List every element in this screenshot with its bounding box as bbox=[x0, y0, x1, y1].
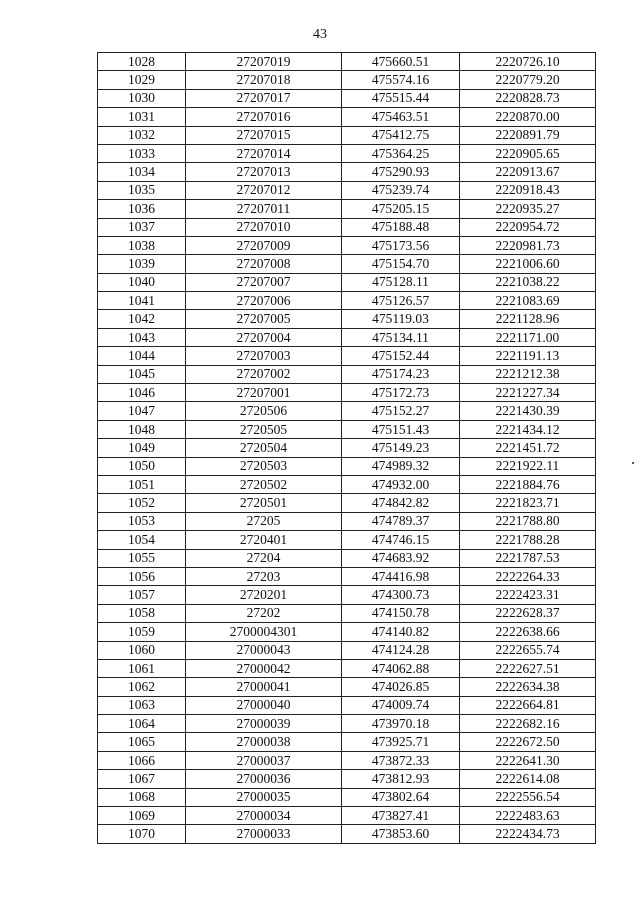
row-number-cell: 1050 bbox=[98, 457, 186, 475]
coordinates-table bbox=[97, 52, 596, 844]
row-number-cell: 1033 bbox=[98, 144, 186, 162]
point-id-cell: 27000038 bbox=[186, 733, 342, 751]
x-coordinate-cell: 475290.93 bbox=[342, 163, 460, 181]
x-coordinate-cell: 474989.32 bbox=[342, 457, 460, 475]
point-id-cell: 27207017 bbox=[186, 89, 342, 107]
x-coordinate-cell: 473812.93 bbox=[342, 770, 460, 788]
table-row bbox=[98, 733, 596, 751]
table-row bbox=[98, 420, 596, 438]
x-coordinate-cell: 475172.73 bbox=[342, 384, 460, 402]
y-coordinate-cell: 2221884.76 bbox=[460, 475, 596, 493]
point-id-cell: 27000037 bbox=[186, 751, 342, 769]
table-row bbox=[98, 200, 596, 218]
point-id-cell: 2720505 bbox=[186, 420, 342, 438]
y-coordinate-cell: 2220891.79 bbox=[460, 126, 596, 144]
table-row bbox=[98, 715, 596, 733]
row-number-cell: 1042 bbox=[98, 310, 186, 328]
x-coordinate-cell: 473872.33 bbox=[342, 751, 460, 769]
x-coordinate-cell: 475364.25 bbox=[342, 144, 460, 162]
row-number-cell: 1036 bbox=[98, 200, 186, 218]
y-coordinate-cell: 2221128.96 bbox=[460, 310, 596, 328]
row-number-cell: 1048 bbox=[98, 420, 186, 438]
point-id-cell: 27205 bbox=[186, 512, 342, 530]
point-id-cell: 27207015 bbox=[186, 126, 342, 144]
table-row bbox=[98, 678, 596, 696]
table-row bbox=[98, 71, 596, 89]
point-id-cell: 2720506 bbox=[186, 402, 342, 420]
point-id-cell: 27000033 bbox=[186, 825, 342, 843]
y-coordinate-cell: 2222634.38 bbox=[460, 678, 596, 696]
x-coordinate-cell: 473802.64 bbox=[342, 788, 460, 806]
y-coordinate-cell: 2221787.53 bbox=[460, 549, 596, 567]
point-id-cell: 27207014 bbox=[186, 144, 342, 162]
y-coordinate-cell: 2221823.71 bbox=[460, 494, 596, 512]
row-number-cell: 1063 bbox=[98, 696, 186, 714]
table-row bbox=[98, 347, 596, 365]
row-number-cell: 1043 bbox=[98, 328, 186, 346]
table-row bbox=[98, 439, 596, 457]
row-number-cell: 1035 bbox=[98, 181, 186, 199]
y-coordinate-cell: 2222638.66 bbox=[460, 623, 596, 641]
row-number-cell: 1068 bbox=[98, 788, 186, 806]
point-id-cell: 27000042 bbox=[186, 659, 342, 677]
table-row bbox=[98, 567, 596, 585]
table-row bbox=[98, 696, 596, 714]
table-row bbox=[98, 365, 596, 383]
y-coordinate-cell: 2221788.28 bbox=[460, 531, 596, 549]
table-row bbox=[98, 328, 596, 346]
point-id-cell: 27203 bbox=[186, 567, 342, 585]
row-number-cell: 1065 bbox=[98, 733, 186, 751]
point-id-cell: 27207012 bbox=[186, 181, 342, 199]
point-id-cell: 27207008 bbox=[186, 255, 342, 273]
table-row bbox=[98, 531, 596, 549]
point-id-cell: 27000040 bbox=[186, 696, 342, 714]
x-coordinate-cell: 475574.16 bbox=[342, 71, 460, 89]
y-coordinate-cell: 2220726.10 bbox=[460, 53, 596, 71]
coordinates-table-body bbox=[98, 53, 596, 844]
x-coordinate-cell: 473853.60 bbox=[342, 825, 460, 843]
table-row bbox=[98, 126, 596, 144]
x-coordinate-cell: 474416.98 bbox=[342, 567, 460, 585]
table-row bbox=[98, 788, 596, 806]
table-row bbox=[98, 218, 596, 236]
x-coordinate-cell: 475126.57 bbox=[342, 292, 460, 310]
row-number-cell: 1059 bbox=[98, 623, 186, 641]
point-id-cell: 27207001 bbox=[186, 384, 342, 402]
point-id-cell: 27207007 bbox=[186, 273, 342, 291]
row-number-cell: 1067 bbox=[98, 770, 186, 788]
y-coordinate-cell: 2222434.73 bbox=[460, 825, 596, 843]
x-coordinate-cell: 474300.73 bbox=[342, 586, 460, 604]
row-number-cell: 1062 bbox=[98, 678, 186, 696]
point-id-cell: 2720504 bbox=[186, 439, 342, 457]
row-number-cell: 1029 bbox=[98, 71, 186, 89]
y-coordinate-cell: 2221922.11 bbox=[460, 457, 596, 475]
row-number-cell: 1057 bbox=[98, 586, 186, 604]
point-id-cell: 27207010 bbox=[186, 218, 342, 236]
x-coordinate-cell: 475152.27 bbox=[342, 402, 460, 420]
table-row bbox=[98, 236, 596, 254]
table-row bbox=[98, 825, 596, 843]
y-coordinate-cell: 2220935.27 bbox=[460, 200, 596, 218]
page-number: 43 bbox=[313, 27, 327, 42]
x-coordinate-cell: 475128.11 bbox=[342, 273, 460, 291]
row-number-cell: 1034 bbox=[98, 163, 186, 181]
x-coordinate-cell: 475119.03 bbox=[342, 310, 460, 328]
y-coordinate-cell: 2220905.65 bbox=[460, 144, 596, 162]
row-number-cell: 1038 bbox=[98, 236, 186, 254]
table-row bbox=[98, 144, 596, 162]
y-coordinate-cell: 2222614.08 bbox=[460, 770, 596, 788]
table-row bbox=[98, 273, 596, 291]
x-coordinate-cell: 473925.71 bbox=[342, 733, 460, 751]
x-coordinate-cell: 475515.44 bbox=[342, 89, 460, 107]
row-number-cell: 1028 bbox=[98, 53, 186, 71]
y-coordinate-cell: 2222556.54 bbox=[460, 788, 596, 806]
x-coordinate-cell: 475151.43 bbox=[342, 420, 460, 438]
row-number-cell: 1058 bbox=[98, 604, 186, 622]
row-number-cell: 1047 bbox=[98, 402, 186, 420]
y-coordinate-cell: 2220918.43 bbox=[460, 181, 596, 199]
row-number-cell: 1049 bbox=[98, 439, 186, 457]
point-id-cell: 27000041 bbox=[186, 678, 342, 696]
table-row bbox=[98, 292, 596, 310]
point-id-cell: 27207011 bbox=[186, 200, 342, 218]
table-row bbox=[98, 89, 596, 107]
point-id-cell: 27204 bbox=[186, 549, 342, 567]
x-coordinate-cell: 474150.78 bbox=[342, 604, 460, 622]
point-id-cell: 27000043 bbox=[186, 641, 342, 659]
row-number-cell: 1044 bbox=[98, 347, 186, 365]
row-number-cell: 1066 bbox=[98, 751, 186, 769]
y-coordinate-cell: 2222264.33 bbox=[460, 567, 596, 585]
y-coordinate-cell: 2222423.31 bbox=[460, 586, 596, 604]
x-coordinate-cell: 475239.74 bbox=[342, 181, 460, 199]
row-number-cell: 1051 bbox=[98, 475, 186, 493]
y-coordinate-cell: 2220981.73 bbox=[460, 236, 596, 254]
table-row bbox=[98, 108, 596, 126]
point-id-cell: 27207009 bbox=[186, 236, 342, 254]
y-coordinate-cell: 2221171.00 bbox=[460, 328, 596, 346]
table-row bbox=[98, 512, 596, 530]
y-coordinate-cell: 2221038.22 bbox=[460, 273, 596, 291]
table-row bbox=[98, 586, 596, 604]
row-number-cell: 1055 bbox=[98, 549, 186, 567]
y-coordinate-cell: 2221434.12 bbox=[460, 420, 596, 438]
y-coordinate-cell: 2220779.20 bbox=[460, 71, 596, 89]
row-number-cell: 1030 bbox=[98, 89, 186, 107]
x-coordinate-cell: 475188.48 bbox=[342, 218, 460, 236]
table-row bbox=[98, 641, 596, 659]
table-row bbox=[98, 255, 596, 273]
point-id-cell: 2720501 bbox=[186, 494, 342, 512]
y-coordinate-cell: 2222672.50 bbox=[460, 733, 596, 751]
row-number-cell: 1052 bbox=[98, 494, 186, 512]
row-number-cell: 1060 bbox=[98, 641, 186, 659]
point-id-cell: 27000036 bbox=[186, 770, 342, 788]
x-coordinate-cell: 475412.75 bbox=[342, 126, 460, 144]
x-coordinate-cell: 475154.70 bbox=[342, 255, 460, 273]
y-coordinate-cell: 2222682.16 bbox=[460, 715, 596, 733]
row-number-cell: 1032 bbox=[98, 126, 186, 144]
point-id-cell: 27207003 bbox=[186, 347, 342, 365]
row-number-cell: 1061 bbox=[98, 659, 186, 677]
y-coordinate-cell: 2221227.34 bbox=[460, 384, 596, 402]
table-row bbox=[98, 549, 596, 567]
row-number-cell: 1031 bbox=[98, 108, 186, 126]
table-row bbox=[98, 751, 596, 769]
point-id-cell: 2720502 bbox=[186, 475, 342, 493]
row-number-cell: 1064 bbox=[98, 715, 186, 733]
point-id-cell: 27000035 bbox=[186, 788, 342, 806]
x-coordinate-cell: 474009.74 bbox=[342, 696, 460, 714]
scan-speck bbox=[632, 462, 634, 464]
x-coordinate-cell: 475463.51 bbox=[342, 108, 460, 126]
y-coordinate-cell: 2222628.37 bbox=[460, 604, 596, 622]
table-row bbox=[98, 659, 596, 677]
table-row bbox=[98, 402, 596, 420]
y-coordinate-cell: 2220828.73 bbox=[460, 89, 596, 107]
point-id-cell: 27202 bbox=[186, 604, 342, 622]
x-coordinate-cell: 475149.23 bbox=[342, 439, 460, 457]
table-row bbox=[98, 53, 596, 71]
y-coordinate-cell: 2221083.69 bbox=[460, 292, 596, 310]
y-coordinate-cell: 2220954.72 bbox=[460, 218, 596, 236]
x-coordinate-cell: 474026.85 bbox=[342, 678, 460, 696]
x-coordinate-cell: 474140.82 bbox=[342, 623, 460, 641]
table-row bbox=[98, 457, 596, 475]
x-coordinate-cell: 475660.51 bbox=[342, 53, 460, 71]
point-id-cell: 27207013 bbox=[186, 163, 342, 181]
x-coordinate-cell: 475173.56 bbox=[342, 236, 460, 254]
y-coordinate-cell: 2222483.63 bbox=[460, 807, 596, 825]
row-number-cell: 1041 bbox=[98, 292, 186, 310]
table-row bbox=[98, 623, 596, 641]
table-row bbox=[98, 494, 596, 512]
y-coordinate-cell: 2221430.39 bbox=[460, 402, 596, 420]
x-coordinate-cell: 475174.23 bbox=[342, 365, 460, 383]
y-coordinate-cell: 2221006.60 bbox=[460, 255, 596, 273]
x-coordinate-cell: 475152.44 bbox=[342, 347, 460, 365]
row-number-cell: 1070 bbox=[98, 825, 186, 843]
y-coordinate-cell: 2222664.81 bbox=[460, 696, 596, 714]
y-coordinate-cell: 2221451.72 bbox=[460, 439, 596, 457]
point-id-cell: 27207019 bbox=[186, 53, 342, 71]
table-row bbox=[98, 310, 596, 328]
table-row bbox=[98, 807, 596, 825]
row-number-cell: 1069 bbox=[98, 807, 186, 825]
row-number-cell: 1045 bbox=[98, 365, 186, 383]
row-number-cell: 1039 bbox=[98, 255, 186, 273]
x-coordinate-cell: 474062.88 bbox=[342, 659, 460, 677]
y-coordinate-cell: 2222627.51 bbox=[460, 659, 596, 677]
point-id-cell: 27000039 bbox=[186, 715, 342, 733]
table-row bbox=[98, 770, 596, 788]
point-id-cell: 27207018 bbox=[186, 71, 342, 89]
y-coordinate-cell: 2222641.30 bbox=[460, 751, 596, 769]
x-coordinate-cell: 474842.82 bbox=[342, 494, 460, 512]
y-coordinate-cell: 2221788.80 bbox=[460, 512, 596, 530]
row-number-cell: 1054 bbox=[98, 531, 186, 549]
row-number-cell: 1046 bbox=[98, 384, 186, 402]
x-coordinate-cell: 474932.00 bbox=[342, 475, 460, 493]
y-coordinate-cell: 2220913.67 bbox=[460, 163, 596, 181]
point-id-cell: 2700004301 bbox=[186, 623, 342, 641]
point-id-cell: 27000034 bbox=[186, 807, 342, 825]
table-row bbox=[98, 163, 596, 181]
table-row bbox=[98, 475, 596, 493]
row-number-cell: 1037 bbox=[98, 218, 186, 236]
y-coordinate-cell: 2222655.74 bbox=[460, 641, 596, 659]
x-coordinate-cell: 474789.37 bbox=[342, 512, 460, 530]
x-coordinate-cell: 473827.41 bbox=[342, 807, 460, 825]
x-coordinate-cell: 474746.15 bbox=[342, 531, 460, 549]
point-id-cell: 2720201 bbox=[186, 586, 342, 604]
point-id-cell: 2720401 bbox=[186, 531, 342, 549]
table-row bbox=[98, 384, 596, 402]
point-id-cell: 27207004 bbox=[186, 328, 342, 346]
row-number-cell: 1056 bbox=[98, 567, 186, 585]
point-id-cell: 2720503 bbox=[186, 457, 342, 475]
table-row bbox=[98, 604, 596, 622]
x-coordinate-cell: 475134.11 bbox=[342, 328, 460, 346]
x-coordinate-cell: 474124.28 bbox=[342, 641, 460, 659]
point-id-cell: 27207005 bbox=[186, 310, 342, 328]
table-row bbox=[98, 181, 596, 199]
x-coordinate-cell: 474683.92 bbox=[342, 549, 460, 567]
x-coordinate-cell: 473970.18 bbox=[342, 715, 460, 733]
y-coordinate-cell: 2221191.13 bbox=[460, 347, 596, 365]
y-coordinate-cell: 2221212.38 bbox=[460, 365, 596, 383]
point-id-cell: 27207006 bbox=[186, 292, 342, 310]
point-id-cell: 27207002 bbox=[186, 365, 342, 383]
x-coordinate-cell: 475205.15 bbox=[342, 200, 460, 218]
row-number-cell: 1053 bbox=[98, 512, 186, 530]
row-number-cell: 1040 bbox=[98, 273, 186, 291]
point-id-cell: 27207016 bbox=[186, 108, 342, 126]
y-coordinate-cell: 2220870.00 bbox=[460, 108, 596, 126]
